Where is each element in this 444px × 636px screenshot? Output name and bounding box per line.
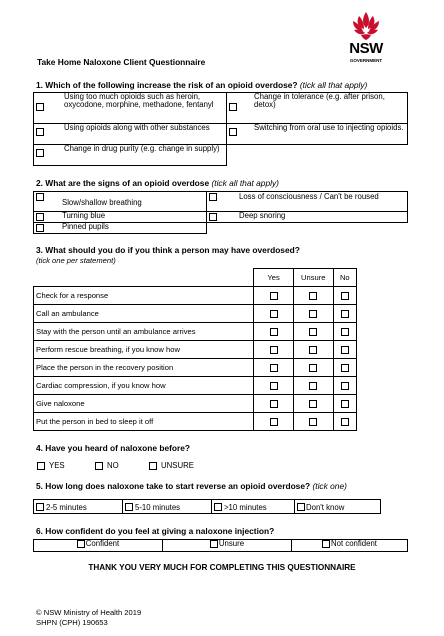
q3-row7-no-checkbox[interactable] xyxy=(341,400,349,408)
q3-row3-no-checkbox[interactable] xyxy=(341,328,349,336)
q3-row4-unsure-checkbox[interactable] xyxy=(309,346,317,354)
q3-row7-unsure-checkbox[interactable] xyxy=(309,400,317,408)
q3-row5-yes-checkbox[interactable] xyxy=(270,364,278,372)
q6-unsure-checkbox[interactable] xyxy=(210,540,218,548)
q5-option-4-checkbox[interactable] xyxy=(297,503,305,511)
q3-row-label: Give naloxone xyxy=(34,395,254,413)
q5-option-1-label: 2-5 minutes xyxy=(46,503,87,512)
q1-heading: 1. Which of the following increase the risk of an opioid overdose? (tick all that apply) xyxy=(36,80,368,90)
q3-row3-yes-checkbox[interactable] xyxy=(270,328,278,336)
q3-row1-no-checkbox[interactable] xyxy=(341,292,349,300)
q3-row1-yes-checkbox[interactable] xyxy=(270,292,278,300)
logo-wordmark: NSW xyxy=(349,40,383,57)
table-row xyxy=(34,359,357,377)
q6-confident-label: Confident xyxy=(85,539,120,549)
q6-confident-checkbox[interactable] xyxy=(77,540,85,548)
q5-option-3-checkbox[interactable] xyxy=(214,503,222,511)
q1-option-1-label: Using too much opioids such as heroin, oxycodone, morphine, methadone, fentanyl xyxy=(64,92,214,110)
table-row xyxy=(34,377,357,395)
q3-row4-yes-checkbox[interactable] xyxy=(270,346,278,354)
thank-you-message: THANK YOU VERY MUCH FOR COMPLETING THIS QUESTIONNAIRE xyxy=(88,563,356,572)
q3-row-label: Cardiac compression, if you know how xyxy=(34,377,254,395)
q3-row7-yes-checkbox[interactable] xyxy=(270,400,278,408)
q5-option-3-label: >10 minutes xyxy=(224,503,267,512)
table-row xyxy=(34,395,357,413)
q2-heading: 2. What are the signs of an opioid overdose (tick all that apply) xyxy=(36,178,279,188)
q3-row5-unsure-checkbox[interactable] xyxy=(309,364,317,372)
q4-unsure-checkbox[interactable] xyxy=(149,462,157,470)
q2-option-4-label: Deep snoring xyxy=(239,211,286,220)
q3-row8-yes-checkbox[interactable] xyxy=(270,418,278,426)
q3-row8-no-checkbox[interactable] xyxy=(341,418,349,426)
table-row xyxy=(34,413,357,431)
q1-option-4-checkbox[interactable] xyxy=(229,128,237,136)
q5-option-2-checkbox[interactable] xyxy=(125,503,133,511)
q3-row-label: Stay with the person until an ambulance arrives xyxy=(34,323,254,341)
footer-code: SHPN (CPH) 190653 xyxy=(36,618,108,627)
q3-hint: (tick one per statement) xyxy=(36,256,116,265)
q5-options-table xyxy=(33,499,381,514)
q3-row4-no-checkbox[interactable] xyxy=(341,346,349,354)
q3-row-label: Perform rescue breathing, if you know how xyxy=(34,341,254,359)
logo-subtitle: GOVERNMENT xyxy=(349,58,383,63)
q3-row8-unsure-checkbox[interactable] xyxy=(309,418,317,426)
q6-not-confident-checkbox[interactable] xyxy=(322,540,330,548)
q3-row2-yes-checkbox[interactable] xyxy=(270,310,278,318)
q6-heading: 6. How confident do you feel at giving a naloxone injection? xyxy=(36,526,275,536)
q3-col-yes: Yes xyxy=(254,269,294,287)
q4-yes-label: YES xyxy=(49,461,65,470)
q5-option-4-label: Don't know xyxy=(306,503,345,512)
q4-heading: 4. Have you heard of naloxone before? xyxy=(36,443,191,453)
q2-option-3-checkbox[interactable] xyxy=(36,213,44,221)
table-row xyxy=(34,287,357,305)
q1-option-3-label: Using opioids along with other substances xyxy=(64,123,210,132)
page-title: Take Home Naloxone Client Questionnaire xyxy=(37,57,206,67)
q2-option-5-checkbox[interactable] xyxy=(36,224,44,232)
q1-options-table xyxy=(33,92,408,166)
table-row xyxy=(34,341,357,359)
q3-row2-no-checkbox[interactable] xyxy=(341,310,349,318)
q4-option-no[interactable] xyxy=(95,461,119,470)
q4-no-checkbox[interactable] xyxy=(95,462,103,470)
q2-option-2-checkbox[interactable] xyxy=(209,193,217,201)
q2-option-5-label: Pinned pupils xyxy=(62,222,109,231)
table-row xyxy=(34,305,357,323)
q3-row1-unsure-checkbox[interactable] xyxy=(309,292,317,300)
footer-copyright: © NSW Ministry of Health 2019 xyxy=(36,608,142,617)
q4-option-unsure[interactable] xyxy=(149,461,194,470)
q1-option-5-label: Change in drug purity (e.g. change in supply) xyxy=(64,144,220,153)
q3-row-label: Place the person in the recovery position xyxy=(34,359,254,377)
nsw-government-logo xyxy=(334,10,398,68)
q3-row-label: Call an ambulance xyxy=(34,305,254,323)
q5-option-1-checkbox[interactable] xyxy=(36,503,44,511)
q3-row5-no-checkbox[interactable] xyxy=(341,364,349,372)
q3-col-unsure: Unsure xyxy=(293,269,333,287)
q3-row-label: Put the person in bed to sleep it off xyxy=(34,413,254,431)
q2-options-table xyxy=(33,191,408,234)
q4-unsure-label: UNSURE xyxy=(161,461,194,470)
q6-options-table xyxy=(33,539,408,552)
q2-option-1-checkbox[interactable] xyxy=(36,193,44,201)
q1-option-4-label: Switching from oral use to injecting opioids. xyxy=(254,123,404,132)
q3-row6-unsure-checkbox[interactable] xyxy=(309,382,317,390)
q2-option-3-label: Turning blue xyxy=(62,211,106,220)
q2-option-1-label: Slow/shallow breathing xyxy=(62,198,142,207)
q4-option-yes[interactable] xyxy=(37,461,65,470)
q6-unsure-label: Unsure xyxy=(218,539,245,549)
q5-option-2-label: 5-10 minutes xyxy=(135,503,181,512)
q1-option-2-label: Change in tolerance (e.g. after prison, detox) xyxy=(254,92,385,110)
q1-option-3-checkbox[interactable] xyxy=(36,128,44,136)
q3-row6-no-checkbox[interactable] xyxy=(341,382,349,390)
q4-no-label: NO xyxy=(107,461,119,470)
q3-heading: 3. What should you do if you think a person may have overdosed? xyxy=(36,245,300,255)
q2-option-2-label: Loss of consciousness / Can't be roused xyxy=(239,192,379,201)
q3-row2-unsure-checkbox[interactable] xyxy=(309,310,317,318)
q3-row3-unsure-checkbox[interactable] xyxy=(309,328,317,336)
q3-row-label: Check for a response xyxy=(34,287,254,305)
table-row xyxy=(34,323,357,341)
q6-not-confident-label: Not confident xyxy=(331,539,377,549)
q3-table xyxy=(33,268,357,431)
q3-col-no: No xyxy=(333,269,356,287)
q2-option-4-checkbox[interactable] xyxy=(209,213,217,221)
q1-option-1-checkbox[interactable] xyxy=(36,103,44,111)
q4-yes-checkbox[interactable] xyxy=(37,462,45,470)
waratah-flower-icon xyxy=(334,10,398,42)
q1-option-2-checkbox[interactable] xyxy=(229,103,237,111)
q1-option-5-checkbox[interactable] xyxy=(36,149,44,157)
q5-heading: 5. How long does naloxone take to start reverse an opioid overdose? (tick one) xyxy=(36,481,347,491)
q3-row6-yes-checkbox[interactable] xyxy=(270,382,278,390)
